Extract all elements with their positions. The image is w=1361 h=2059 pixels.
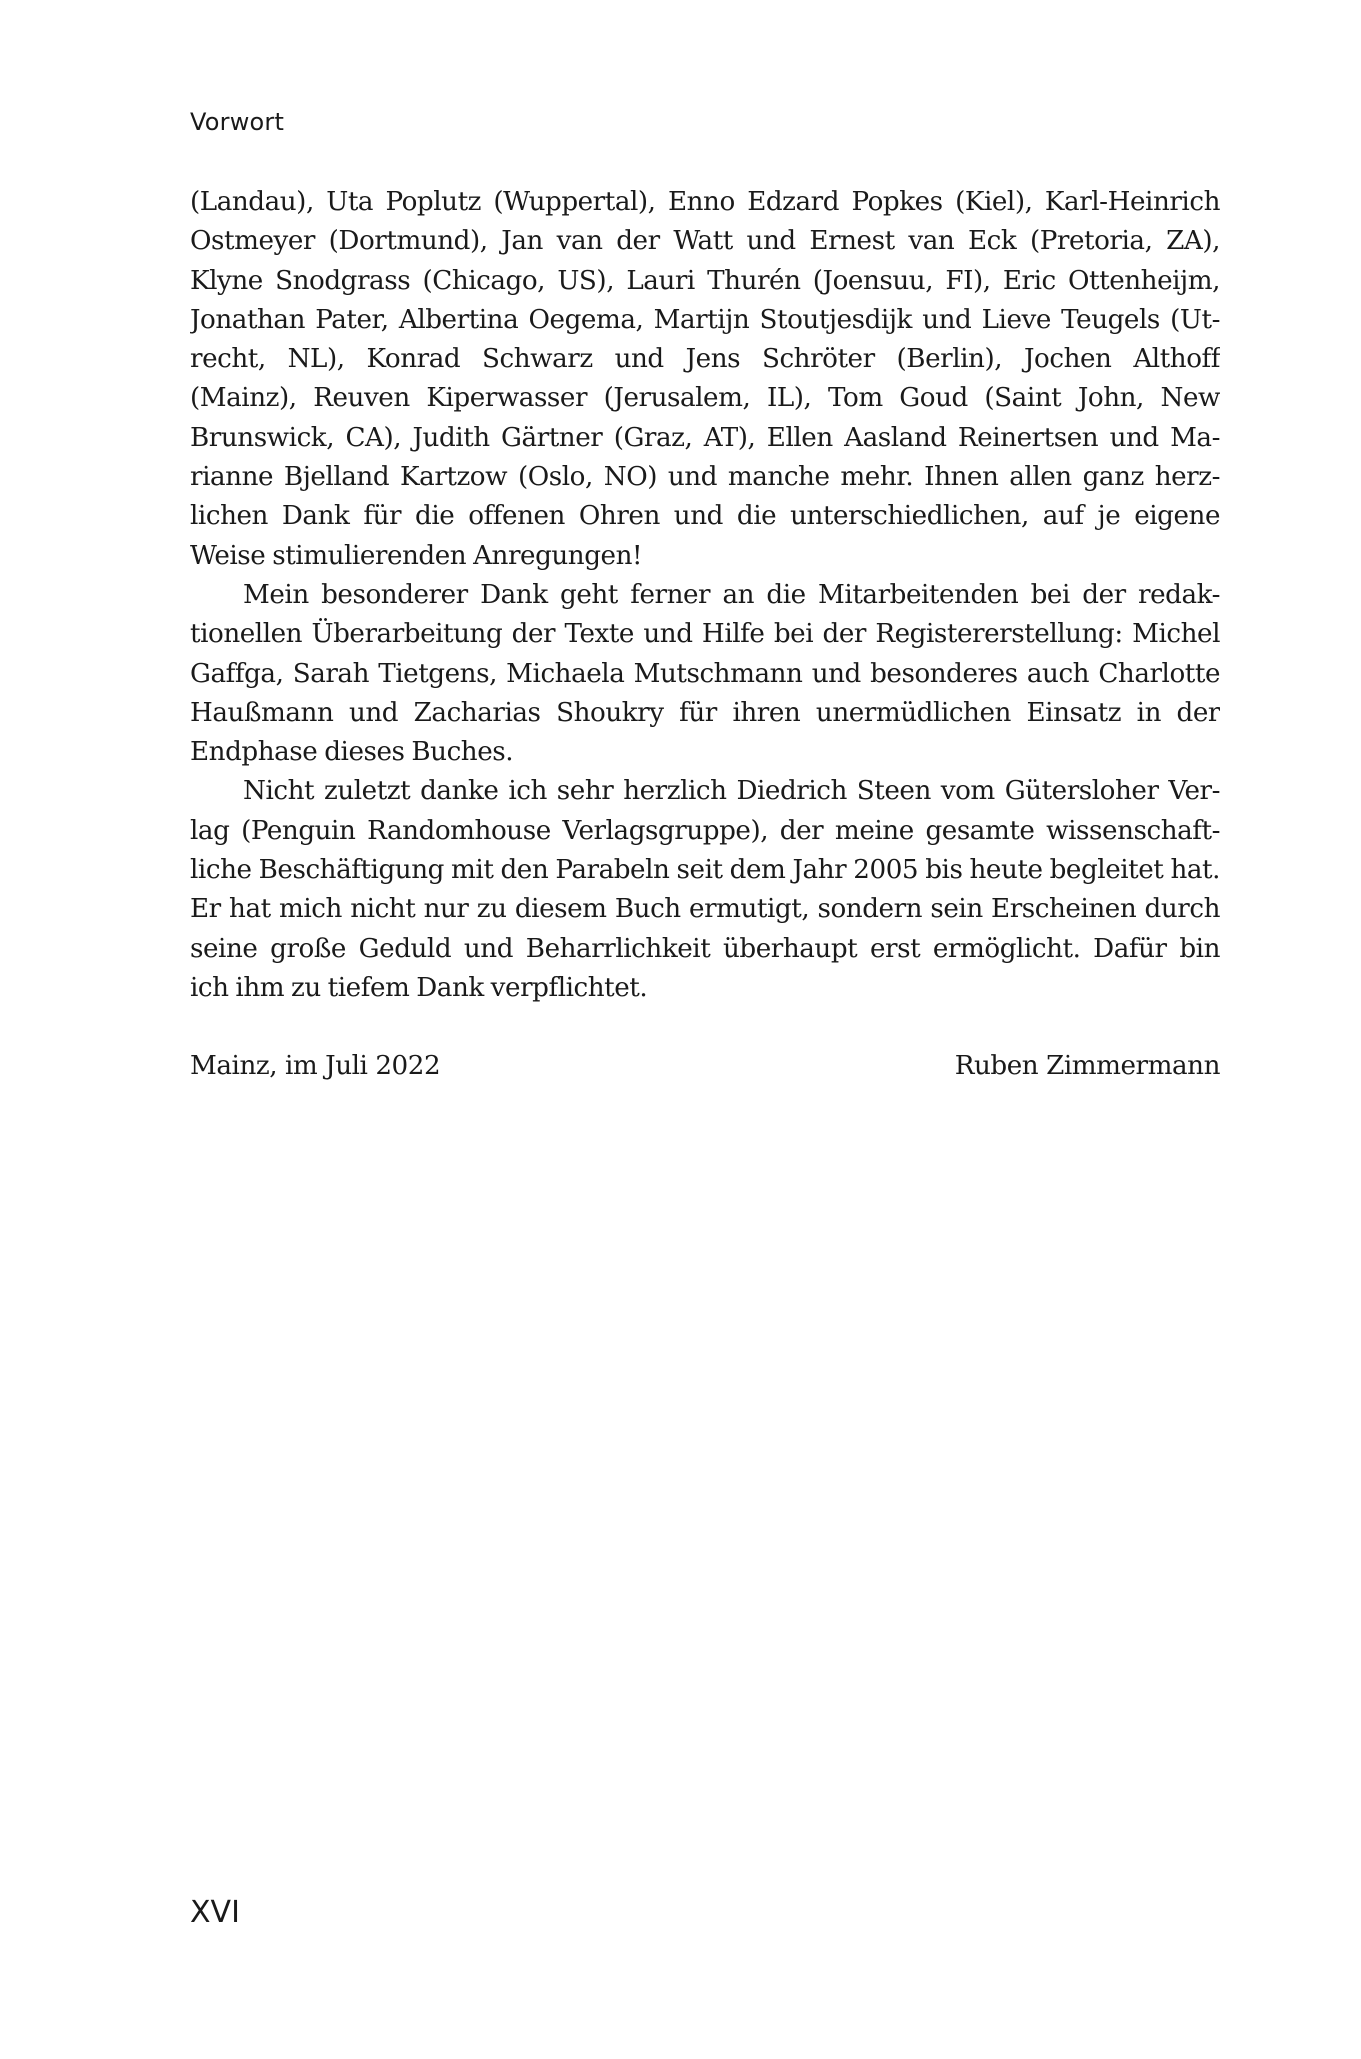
place-date: Mainz, im Juli 2022 <box>190 1051 441 1081</box>
text-line: Er hat mich nicht nur zu diesem Buch ermutigt, sondern sein Erscheinen durch <box>190 894 1220 925</box>
text-line: recht, NL), Konrad Schwarz und Jens Schröter (Berlin), Jochen Althoff <box>190 344 1220 375</box>
text-line: Weise stimulierenden Anregungen! <box>190 540 643 571</box>
page-number: XVI <box>190 1895 240 1930</box>
text-line: Haußmann und Zacharias Shoukry für ihren unermüdlichen Einsatz in der <box>190 697 1220 728</box>
paragraph <box>190 183 1220 576</box>
paragraph <box>190 772 1220 1008</box>
author-name: Ruben Zimmermann <box>954 1051 1220 1081</box>
text-line: rianne Bjelland Kartzow (Oslo, NO) und manche mehr. Ihnen allen ganz herz- <box>190 462 1220 493</box>
text-line: Gaffga, Sarah Tietgens, Michaela Mutschmann und besonderes auch Charlotte <box>190 658 1220 689</box>
text-line: Mein besonderer Dank geht ferner an die Mitarbeitenden bei der redak- <box>243 579 1220 610</box>
text-line: Ostmeyer (Dortmund), Jan van der Watt und Ernest van Eck (Pretoria, ZA), <box>190 226 1220 257</box>
text-line: lichen Dank für die offenen Ohren und die unterschiedlichen, auf je eigene <box>190 501 1220 532</box>
text-line: (Mainz), Reuven Kiperwasser (Jerusalem, IL), Tom Goud (Saint John, New <box>190 383 1220 414</box>
text-line: Nicht zuletzt danke ich sehr herzlich Diedrich Steen vom Gütersloher Ver- <box>243 776 1220 807</box>
running-title: Vorwort <box>190 108 285 136</box>
signature-line <box>190 1051 1220 1081</box>
text-line: Klyne Snodgrass (Chicago, US), Lauri Thurén (Joensuu, FI), Eric Ottenheijm, <box>190 265 1220 296</box>
text-line: tionellen Überarbeitung der Texte und Hilfe bei der Registererstellung: Michel <box>190 619 1220 650</box>
text-line: lag (Penguin Randomhouse Verlagsgruppe), der meine gesamte wissenschaft- <box>190 815 1220 846</box>
text-line: liche Beschäftigung mit den Parabeln seit dem Jahr 2005 bis heute begleitet hat. <box>190 855 1220 886</box>
text-line: (Landau), Uta Poplutz (Wuppertal), Enno Edzard Popkes (Kiel), Karl-Heinrich <box>190 187 1220 217</box>
paragraph <box>190 576 1220 772</box>
text-line: Jonathan Pater, Albertina Oegema, Martijn Stoutjesdijk und Lieve Teugels (Ut- <box>190 304 1220 335</box>
text-line: ich ihm zu tiefem Dank verpflichtet. <box>190 972 648 1003</box>
text-line: seine große Geduld und Beharrlichkeit überhaupt erst ermöglicht. Dafür bin <box>190 933 1220 964</box>
text-line: Brunswick, CA), Judith Gärtner (Graz, AT), Ellen Aasland Reinertsen und Ma- <box>190 422 1220 453</box>
text-line: Endphase dieses Buches. <box>190 737 514 768</box>
body-text <box>190 183 1220 1008</box>
